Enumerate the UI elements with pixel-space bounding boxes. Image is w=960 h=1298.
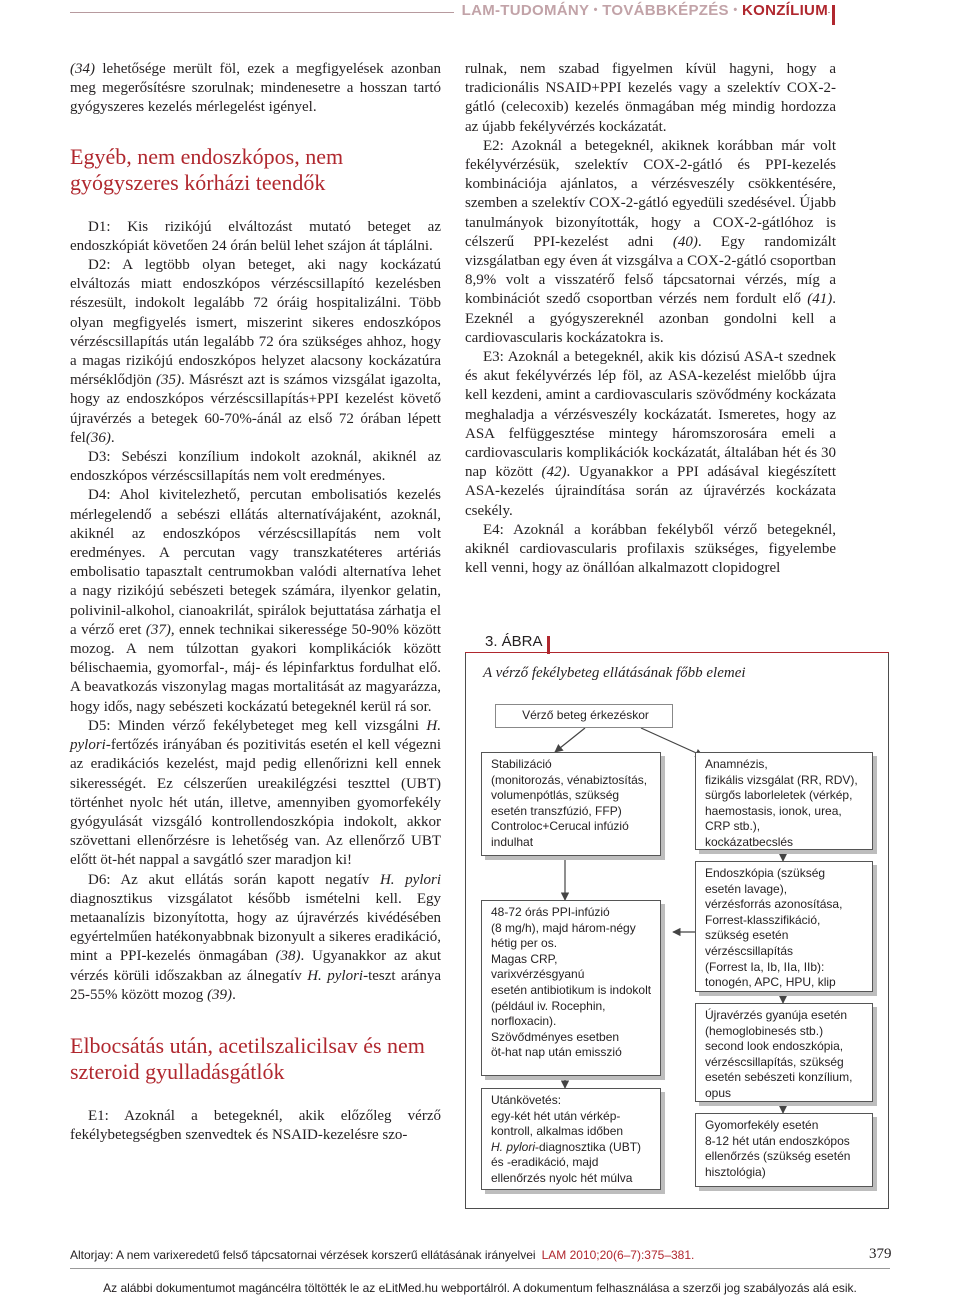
header-separator: • xyxy=(593,4,598,16)
right-column xyxy=(465,60,836,578)
flow-rebleeding-box: Újravérzés gyanúja esetén (hemoglobinesés stb.) second look endoszkópia, vérzéscsillapítás, szükség esetén sebészeti konzílium, opus xyxy=(695,1003,873,1102)
footer-reference: Altorjay: A nem varixeredetű felső tápcsatornai vérzések korszerű ellátásának irányelvei LAM 2010;20(6–7):375–381. xyxy=(70,1248,695,1262)
section-title-after-discharge: Elbocsátás után, acetilszalicilsav és nem szteroid gyulladásgátlók xyxy=(70,1032,425,1084)
flow-ppi-infusion-box: 48-72 órás PPI-infúzió (8 mg/h), majd három-négy hétig per os. Magas CRP, varixvérzésgyanú esetén antibiotikum is indokolt (például iv. Rocephin, norfloxacin). Szövődményes esetben öt-hat nap után emisszió xyxy=(481,900,661,1076)
header-item-tovabbkepzes[interactable]: TOVÁBBKÉPZÉS xyxy=(602,2,729,19)
header-accent-mark xyxy=(832,5,835,25)
section-title-other-duties: Egyéb, nem endoszkópos, nem gyógyszeres kórházi teendők xyxy=(70,143,344,195)
flow-followup-box: Utánkövetés: egy-két hét után vérkép- kontroll, alkalmas időben H. pylori-diagnosztika (UBT) és -eradikáció, majd ellenőrzés nyolc hét múlva xyxy=(481,1088,661,1190)
paragraph-e3: E3: Azoknál a betegeknél, akik kis dózisú ASA-t szednek és akut fekélyvérzés lép föl, az ASA-kezelést mielőbb újra kell kezdeni, amint a cardiovascularis szövődmény kockázata meghaladja a vérzésveszély kockázatát. Ismeretes, hogy az ASA felfüggesztése mintegy háromszorosára emeli a cardiovascularis komplikációk kockázatát, általában hét és 30 nap között (42). Ugyanakkor a PPI adásával kiegészített ASA-kezelés újraindítása során az újravérzés kockázata csekély. xyxy=(465,349,837,519)
figure-title: A vérző fekélybeteg ellátásának főbb elemei xyxy=(483,665,746,681)
header-item-konzilium[interactable]: KONZÍLIUM xyxy=(741,2,828,19)
left-column xyxy=(70,60,441,1145)
flow-anamnesis-box: Anamnézis, fizikális vizsgálat (RR, RDV), sürgős laborleletek (vérkép, haemostasis, ionok, urea, CRP stb.), kockázatbecslés xyxy=(695,752,873,850)
figure-label: 3. ÁBRA xyxy=(477,633,551,650)
paragraph-d6: D6: Az akut ellátás során kapott negatív H. pylori diagnosztikus vizsgálatot később ismételni kell. Egy metaanalízis bizonyította, hogy az újravérzés kivédésében egyértelműen hatékonyabbnak bizonyult a sikeres eradikáció, mint a PPI-kezelés önmagában (38). Ugyanakkor az akut vérzés körüli időszakban az álnegatív H. pylori-teszt aránya 25-55% között mozog (39). xyxy=(70,871,442,1003)
flow-stabilization-box: Stabilizáció (monitorozás, vénabiztosítás, volumenpótlás, szükség esetén transzfúzió, FFP) Controloc+Cerucal infúzió indulhat xyxy=(481,752,661,856)
species-name: H. pylori xyxy=(491,1139,536,1154)
species-name: H. pylori xyxy=(307,967,364,984)
paragraph-d4: D4: Ahol kivitelezhető, percutan embolisatiós kezelés mérlegelendő a sebészi ellátás alternatívájaként, azoknál, akiknél az endoszkópos vérzéscsillapítás nem volt eredményes. A percutan vagy transzkatéteres artériás embolisatio tapasztalt centrumokban valódi alternatíva lehet a nagy rizikójú sebészeti betegek számára, ilyenkor gelatin, polivinil-alkohol, cianoakrilát, spirálok bejuttatása zárhatja el a vérző eret (37), ennek technikai sikeressége 50-90% között mozog. A nem túlzottan gyakori komplikációk között bélischaemia, gyomorfal-, máj- és lépinfarktus fordulhat elő. A beavatkozás viszonylag magas mortalitását az magyarázza, hogy idős, nagy sebészeti kockázatú betegeknél kerül rá sor. xyxy=(70,487,441,715)
header-separator: • xyxy=(733,4,738,16)
species-name: H. pylori xyxy=(379,871,441,888)
paragraph-d5: D5: Minden vérző fekélybeteget meg kell vizsgálni H. pylori-fertőzés irányában és pozitivitás esetén el kell végezni az eradikációs kezelést, majd pedig ellenőrizni kell ennek sikerességét. Ez célszerűen ureakilégzési teszttel (UBT) történhet nyolc hét után, illetve, amennyiben gyomorfekély gyógyulását vizsgáló kontrollendoszkópia indokolt, akkor szövettani ellenőrzésre is lehetőség van. Az ellenőrző UBT előtt öt-hét nappal a savgátló szer maradjon ki! xyxy=(70,717,441,869)
citation-ref: (38) xyxy=(275,948,301,965)
citation-ref: (37) xyxy=(145,621,171,638)
flow-start-box: Vérző beteg érkezéskor xyxy=(495,704,673,728)
citation-ref: (41) xyxy=(807,291,833,308)
download-notice: Az alábbi dokumentumot magáncélra töltötték le az eLitMed.hu webportálról. A dokumentum felhasználása a szerzői jog szabályozás alá esik. xyxy=(103,1281,857,1295)
citation-ref: (36) xyxy=(85,429,111,446)
paragraph-e2: E2: Azoknál a betegeknél, akiknek korábban már volt fekélyvérzésük, szelektív COX-2-gátló és PPI-kezelés kombinációja ajánlatos, a vérzésveszély csökkentésére, szemben a szelektív COX-2-gátló egyedüli szedésével. Újabb tanulmányok bizonyították, hogy a COX-2-gátlóhoz is célszerű PPI-kezelést adni (40). Egy randomizált vizsgálatban egy éven át vizsgálva a COX-2-gátló csoportban 8,9% volt a visszatérő felső tápcsatornai vérzés, míg a kombinációt szedő csoportban vérzés nem fordult elő (41). Ezeknél a gyógyszereknél azonban gondolni kell a cardiovascularis kockázatokra is. xyxy=(465,137,836,346)
figure-3-flowchart xyxy=(465,632,889,1210)
header-sections xyxy=(454,2,828,19)
arrow-start-to-stabilization xyxy=(555,728,585,752)
citation-ref: (42) xyxy=(541,464,567,481)
paragraph-e4: E4: Azoknál a korábban fekélyből vérző betegeknél, akiknél cardiovascularis profilaxis szükséges, figyelembe kell venni, hogy az önállóan alkalmazott clopidogrel xyxy=(465,521,836,577)
paragraph-d2: D2: A legtöbb olyan beteget, aki nagy kockázatú elváltozás miatt endoszkópos vérzéscsillapító kezelésben részesült, indokolt legalább 72 óráig hospitalizálni. Több olyan megfigyelés ismert, miszerint sikeres endoszkópos vérzéscsillapítás után legalább 72 óra szükséges ahhoz, hogy a magas rizikójú endoszkópos helyzet alacsony kockázatúra mérséklődjön (35). Másrészt azt is számos vizsgálat igazolta, hogy az endoszkópos vérzéscsillapítás+PPI kezelést követő újravérzés a betegek 60-70%-ánál az első 72 órában lépett fel(36). xyxy=(70,257,441,446)
paragraph-e1: E1: Azoknál a betegeknél, akik előzőleg vérző fekélybetegségben szenvedtek és NSAID-kezelésre szo- xyxy=(70,1107,441,1144)
citation-ref: (40) xyxy=(672,233,698,250)
page-number: 379 xyxy=(869,1246,892,1262)
footer-rule xyxy=(70,1268,890,1269)
citation-ref: (34) xyxy=(70,61,95,77)
citation-ref: (39) xyxy=(207,986,233,1003)
species-name: H. pylori xyxy=(70,717,441,754)
intro-paragraph: (34) lehetősége merült föl, ezek a megfigyelések azonban meg megerősítésre szorulnak; mindenesetre a hosszan tartó gyógyszeres kezelés mérlegelést igényel. xyxy=(70,61,441,116)
header-item-lam-tudomany[interactable]: LAM-TUDOMÁNY xyxy=(461,2,590,19)
paragraph-d3: D3: Sebészi konzílium indokolt azoknál, akiknél az endoszkópos vérzéscsillapítás nem volt eredményes. xyxy=(70,449,441,485)
paragraph-e1-continued: rulnak, nem szabad figyelmen kívül hagyni, hogy a tradicionális NSAID+PPI kezelés vagy a szelektív COX-2-gátló (celecoxib) kezelés önmagában még mindig hordozza az újabb fekélyvérzés kockázatát. xyxy=(465,61,836,135)
flow-endoscopy-box: Endoszkópia (szükség esetén lavage), vérzésforrás azonosítása, Forrest-klasszifikáció, szükség esetén vérzéscsillapítás (Forrest Ia, Ib, IIa, IIb): tonogén, APC, HPU, klip xyxy=(695,861,873,992)
running-header xyxy=(0,0,960,26)
journal-citation: LAM 2010;20(6–7):375–381. xyxy=(541,1248,695,1262)
flow-ulcer-control-box: Gyomorfekély esetén 8-12 hét után endoszkópos ellenőrzés (szükség esetén hisztológia) xyxy=(695,1113,873,1187)
citation-ref: (35) xyxy=(155,372,181,389)
paragraph-d1: D1: Kis rizikójú elváltozást mutató beteget az endoszkópiát követően 24 órán belül lehet szájon át táplálni. xyxy=(70,218,441,254)
